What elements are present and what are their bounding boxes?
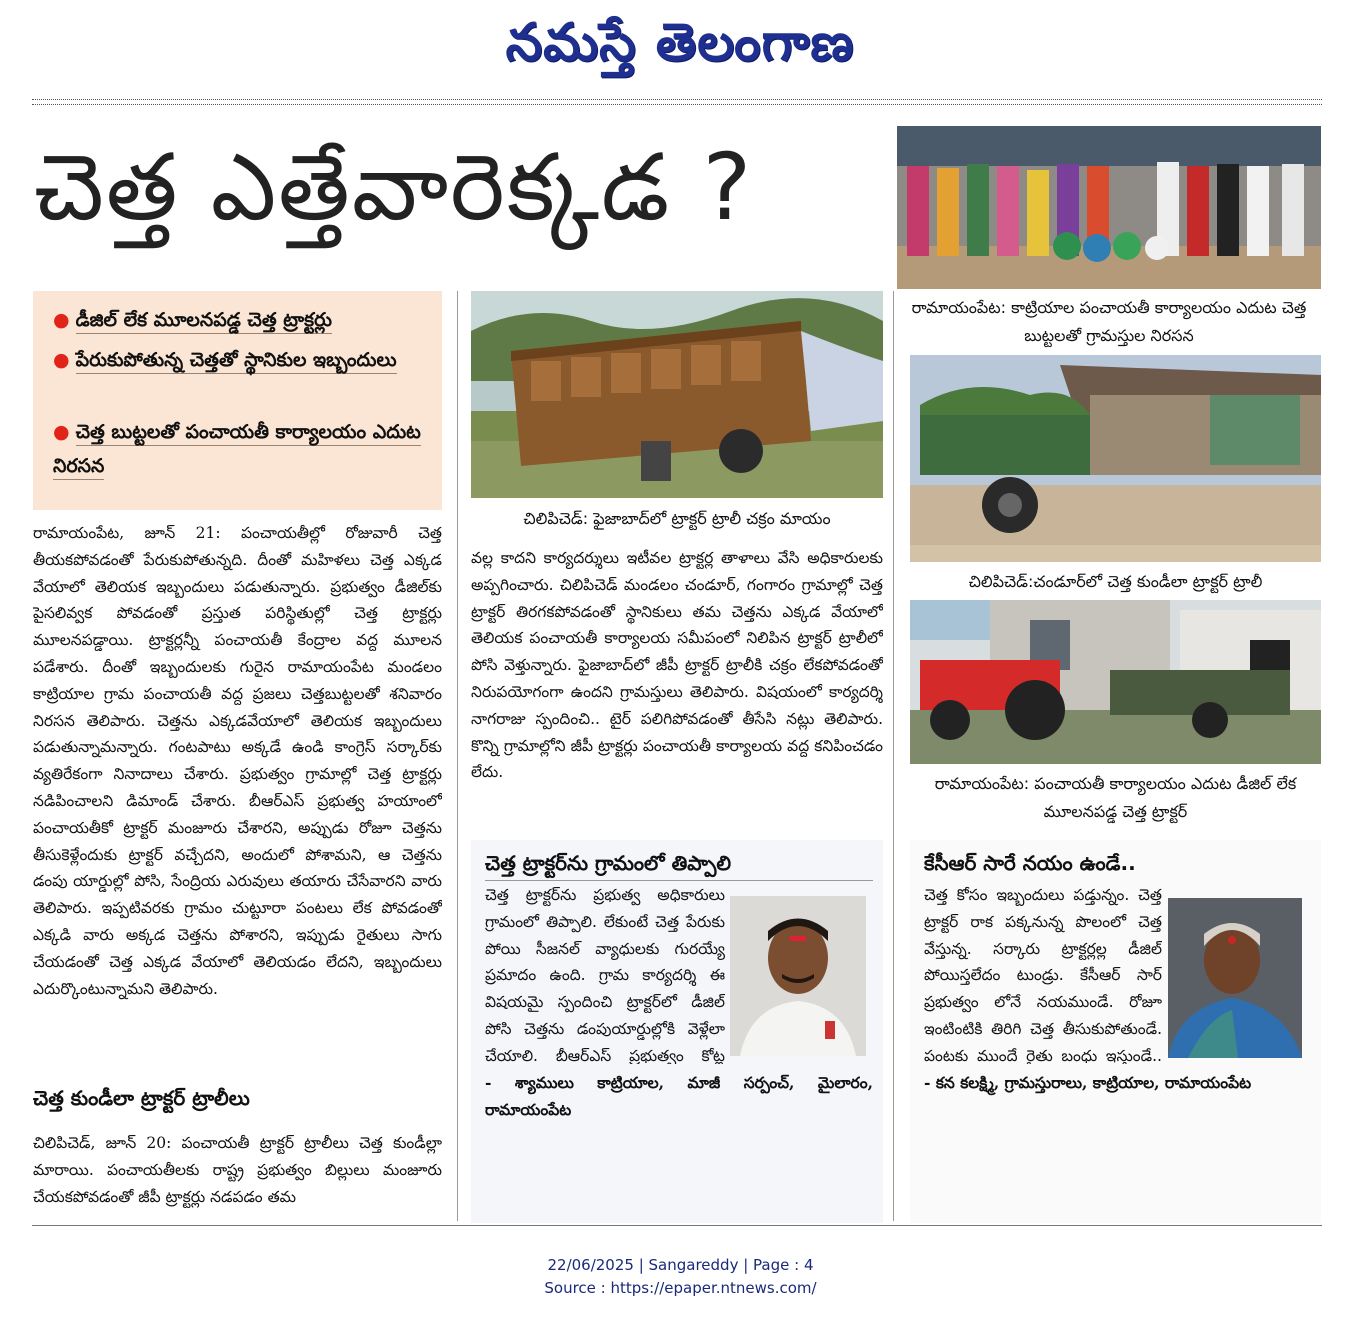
- portrait-photo-woman: [1168, 898, 1302, 1058]
- second-story-title: చెత్త కుండీలా ట్రాక్టర్ ట్రాలీలు: [33, 1086, 250, 1110]
- page-footer: [0, 1254, 1361, 1300]
- red-tractor-photo-image: [910, 600, 1321, 764]
- man-portrait-image: [730, 896, 866, 1056]
- sidebar-signature: - శ్యాములు కాట్రియాల, మాజీ సర్పంచ్, మైలారం, రామాయంపేట: [485, 1073, 873, 1119]
- sidebar-text-continued: [924, 1070, 1308, 1186]
- footer-source-link[interactable]: Source : https://epaper.ntnews.com/: [544, 1279, 817, 1297]
- sidebar-text: చెత్త కోసం ఇబ్బందులు పడ్తున్నం. చెత్త ట్రాక్టర్ రాక పక్కనున్న పొలంలో చెత్త వేస్తున్న. సర్కారు ట్రాక్టర్లల్ల డీజిల్ పోయిస్తలేదం టుండ్రు. కేసీఆర్ సార్ ప్రభుత్వం లోనే నయముండే. రోజూ ఇంటింటికి తిరిగి చెత్త తీసుకుపోతుండే. పంటకు ముందే రైతు బంధు ఇస్తుండే..: [924, 886, 1162, 1064]
- highlights-box: [33, 291, 442, 510]
- sidebar-quote-left: [471, 840, 883, 1223]
- main-story: [33, 520, 442, 1075]
- sidebar-text-wrap-top: [485, 882, 725, 1064]
- photo-protest: [897, 126, 1321, 289]
- garbage-trolley-photo-image: [910, 355, 1321, 562]
- portrait-photo-man: [730, 896, 866, 1056]
- column-rule: [457, 291, 458, 1221]
- highlight-item: ● పేరుకుపోతున్న చెత్తతో స్థానికుల ఇబ్బందులు: [53, 343, 433, 377]
- trolley-photo-image: [471, 291, 883, 498]
- sidebar-title: కేసీఆర్ సారే నయం ఉండే..: [924, 851, 1136, 875]
- page-bottom-rule: [32, 1225, 1322, 1226]
- highlight-item: ● డీజిల్ లేక మూలనపడ్డ చెత్త ట్రాక్టర్లు: [53, 303, 433, 337]
- sidebar-text-wrap-top: [924, 882, 1162, 1064]
- bullet-dot-icon: ●: [53, 349, 70, 371]
- sidebar-signature: - కన కలక్ష్మి, గ్రామస్తురాలు, కాట్రియాల, రామాయంపేట: [924, 1073, 1252, 1092]
- highlight-item: ● చెత్త బుట్టలతో పంచాయతీ కార్యాలయం ఎదుట నిరసన: [53, 415, 433, 483]
- bullet-dot-icon: ●: [53, 309, 70, 331]
- photo-trolley-no-wheel: [471, 291, 883, 498]
- newspaper-logo: నమస్తే తెలంగాణ: [505, 12, 855, 73]
- photo-caption: చిలిపిచెడ్:చండూర్‌లో చెత్త కుండీలా ట్రాక్టర్ ట్రాలీ: [968, 572, 1263, 591]
- sidebar-text-continued: [485, 1070, 873, 1186]
- photo-caption: చిలిపిచెడ్: ఫైజాబాద్‌లో ట్రాక్టర్ ట్రాలీ చక్రం మాయం: [523, 509, 831, 528]
- page-headline: చెత్త ఎత్తేవారెక్కడ ?: [34, 134, 754, 241]
- sidebar-quote-right: [910, 840, 1321, 1223]
- photo-caption: రామాయంపేట: పంచాయతీ కార్యాలయం ఎదుట డీజిల్ లేక మూలనపడ్డ చెత్త ట్రాక్టర్: [934, 774, 1297, 821]
- sidebar-title: చెత్త ట్రాక్టర్‌ను గ్రామంలో తిప్పాలి: [485, 846, 873, 881]
- main-story-text: రామాయంపేట, జూన్ 21: పంచాయతీల్లో రోజువారీ చెత్త తీయకపోవడంతో పేరుకుపోతున్నది. దీంతో మహిళలు చెత్త ఎక్కడ వేయాలో తెలియక ఇబ్బందులు పడుతున్నారు. ప్రభుత్వం డీజిల్‌కు పైసలివ్వక పోవడంతో ప్రస్తుత పరిస్థితుల్లో చెత్త ట్రాక్టర్లు మూలనపడ్డాయి. ట్రాక్టర్లన్నీ పంచాయతీ కేంద్రాల వద్ద మూలన పడేశారు. దీంతో ఇబ్బందులకు గురైన రామాయంపేట మండలం కాట్రియాల గ్రామ పంచాయతీ వద్ద ప్రజలు చెత్తబుట్టలతో శనివారం నిరసన తెలిపారు. చెత్తను ఎక్కడవేయాలో తెలియక ఇబ్బందులు పడుతున్నామన్నారు. గంటపాటు అక్కడే ఉండి కాంగ్రెస్ సర్కార్‌కు వ్యతిరేకంగా నినాదాలు చేశారు. ప్రభుత్వం గ్రామాల్లో చెత్త ట్రాక్టర్లు నడిపించాలని డిమాండ్ చేశారు. బీఆర్ఎస్ ప్రభుత్వ హయాంలో పంచాయతీకో ట్రాక్టర్ మంజూరు చేశారని, అప్పుడు రోజూ చెత్తను తీసుకెళ్లేందుకు ట్రాక్టర్ వచ్చేదని, అందులో పోశామని, ఆ చెత్తను డంపు యార్డుల్లో పోసి, సేంద్రియ ఎరువులు తయారు చేసేవారని వారు తెలిపారు. ఇప్పటివరకు గ్రామం చుట్టూరా పంటలు లేక పోవడంతో ఎక్కడి వారు అక్కడ చెత్తను పోశారని, ఇప్పుడు రైతులు సాగు చేయడంతో చెత్త ఎక్కడ వేయాలో తెలియడం లేదని, ఇబ్బందులు ఎదుర్కొంటున్నామని తెలిపారు.: [33, 524, 442, 998]
- protest-photo-image: [897, 126, 1321, 289]
- woman-portrait-image: [1168, 898, 1302, 1058]
- column-rule: [893, 291, 894, 1221]
- photo-caption: రామాయంపేట: కాట్రియాల పంచాయతీ కార్యాలయం ఎదుట చెత్త బుట్టలతో గ్రామస్తుల నిరసన: [911, 298, 1307, 345]
- photo-trolley-garbage: [910, 355, 1321, 562]
- masthead: [0, 0, 1361, 95]
- second-story-text: చిలిపిచెడ్, జూన్ 20: పంచాయతీ ట్రాక్టర్ ట్రాలీలు చెత్త కుండీల్లా మారాయి. పంచాయతీలకు రాష్ట్ర ప్రభుత్వం బిల్లులు మంజూరు చేయకపోవడంతో జీపీ ట్రాక్టర్లు నడపడం తమ: [33, 1134, 442, 1206]
- footer-date-edition: 22/06/2025 | Sangareddy | Page : 4: [547, 1256, 814, 1274]
- bullet-dot-icon: ●: [53, 421, 70, 443]
- masthead-rule: [32, 99, 1322, 105]
- middle-story: వల్ల కాదని కార్యదర్శులు ఇటీవల ట్రాక్టర్ల తాళాలు వేసి అధికారులకు అప్పగించారు. చిలిపిచెడ్ మండలం చండూర్, గంగారం గ్రామాల్లో చెత్త ట్రాక్టర్ తిరగకపోవడంతో స్థానికులు తమ చెత్తను ఎక్కడ వేయాలో తెలియక పంచాయతీ కార్యాలయ సమీపంలో నిలిపిన ట్రాక్టర్ ట్రాలీలో పోసి వెళ్తున్నారు. ఫైజాబాద్‌లో జీపీ ట్రాక్టర్ ట్రాలీకి చక్రం లేకపోవడంతో నిరుపయోగంగా ఉందని గ్రామస్తులు తెలిపారు. విషయంలో కార్యదర్శి నాగరాజు స్పందించి.. టైర్ పలిగిపోవడంతో తీసేసి నట్లు తెలిపారు. కొన్ని గ్రామాల్లోని జీపీ ట్రాక్టర్లు పంచాయతీ కార్యాలయ వద్ద కనిపించడం లేదు.: [471, 549, 883, 782]
- photo-red-tractor: [910, 600, 1321, 764]
- sidebar-text: చెత్త ట్రాక్టర్‌ను ప్రభుత్వ అధికారులు గ్రామంలో తిప్పాలి. లేకుంటే చెత్త పేరుకు పోయి సీజనల్ వ్యాధులకు గురయ్యే ప్రమాదం ఉంది. గ్రామ కార్యదర్శి ఈ విషయమై స్పందించి ట్రాక్టర్‌లో డీజిల్ పోసి చెత్తను డంపుయార్డుల్లోకి వెళ్లేలా చేయాలి. బీఆర్ఎస్ ప్రభుత్వం కోట్ల: [485, 886, 725, 1064]
